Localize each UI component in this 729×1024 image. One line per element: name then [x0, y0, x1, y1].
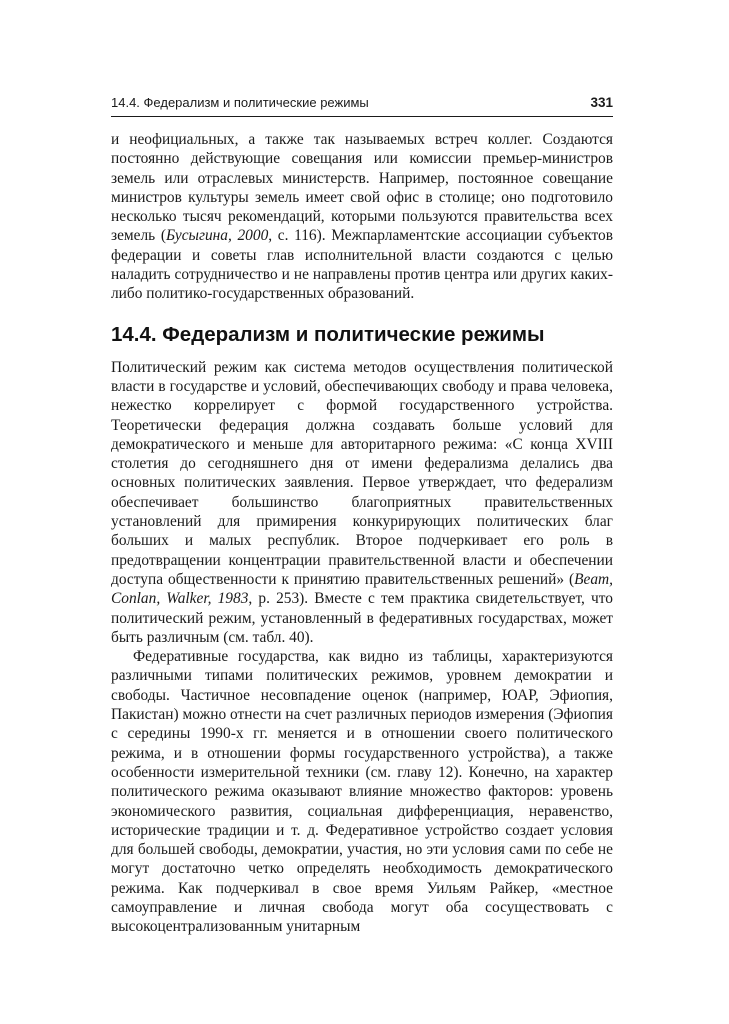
paragraph-text: и неофициальных, а также так называемых встреч коллег. Создаются постоянно действующие совещания или комиссии премьер-министров земель или отраслевых министерств. Например, постоянное совещание министров культуры земель имеет свой офис в столице; оно подготовило несколько тысяч рекомендаций, которыми пользуются правительства всех земель ( — [111, 131, 613, 245]
paragraph-regimes — [111, 358, 613, 647]
section-heading: 14.4. Федерализм и политические режимы — [111, 322, 545, 346]
citation: Beam, Conlan, Walker, 1983 — [111, 570, 613, 608]
header-rule — [111, 116, 613, 117]
paragraph-text-after: , с. 116). Межпарламентские ассоциации субъектов федерации и советы глав исполнительной власти создаются с целью наладить сотрудничество и не направлены против центра или других каких-либо политико-государственных образований. — [111, 227, 614, 303]
paragraph-text: Федеративные государства, как видно из таблицы, характеризуются различными типами политических режимов, уровнем демократии и свободы. Частичное несовпадение оценок (например, ЮАР, Эфиопия, Пакистан) можно отнести на счет различных периодов измерения (Эфиопия с середины 1990-х гг. меняется и в отношении своего политического режима, и в отношении формы государственного устройства), а также особенности измерительной техники (см. главу 12). Конечно, на характер политического режима оказывают влияние множество факторов: уровень экономического развития, социальная дифференциация, неравенство, исторические традиции и т. д. Федеративное устройство создает условия для большей свободы, демократии, участия, но эти условия сами по себе не могут достаточно четко определять необходимость демократического режима. Как подчеркивал в свое время Уильям Райкер, «местное самоуправление и личная свобода могут оба сосуществовать с высокоцентрализованным унитарным — [111, 648, 613, 936]
paragraph-text: Политический режим как система методов осуществления политической власти в государстве и условий, обеспечивающих свободу и права человека, нежестко коррелирует с формой государственного устройства. Теоретически федерация должна создавать больше условий для демократического и меньше для авторитарного режима: «С конца XVIII столетия до сегодняшнего дня от имени федерализма делались два основных политических заявления. Первое утверждает, что федерализм обеспечивает большинство благоприятных правительственных установлений для примирения конкурирующих политических благ больших и малых республик. Второе подчеркивает его роль в предотвращении концентрации правительственной власти и обеспечении доступа общественности к принятию правительственных решений» ( — [111, 358, 613, 588]
page-number: 331 — [590, 95, 613, 110]
citation: Бусыгина, 2000 — [165, 227, 269, 245]
page-body — [111, 130, 613, 937]
paragraph-continuation — [111, 130, 613, 304]
paragraph-text-after: , p. 253). Вместе с тем практика свидетельствует, что политический режим, установленный в федеративных государствах, может быть различным (см. табл. 40). — [111, 590, 613, 646]
running-title: 14.4. Федерализм и политические режимы — [111, 95, 369, 110]
running-head — [111, 95, 613, 111]
paragraph-federal-states — [111, 647, 613, 936]
